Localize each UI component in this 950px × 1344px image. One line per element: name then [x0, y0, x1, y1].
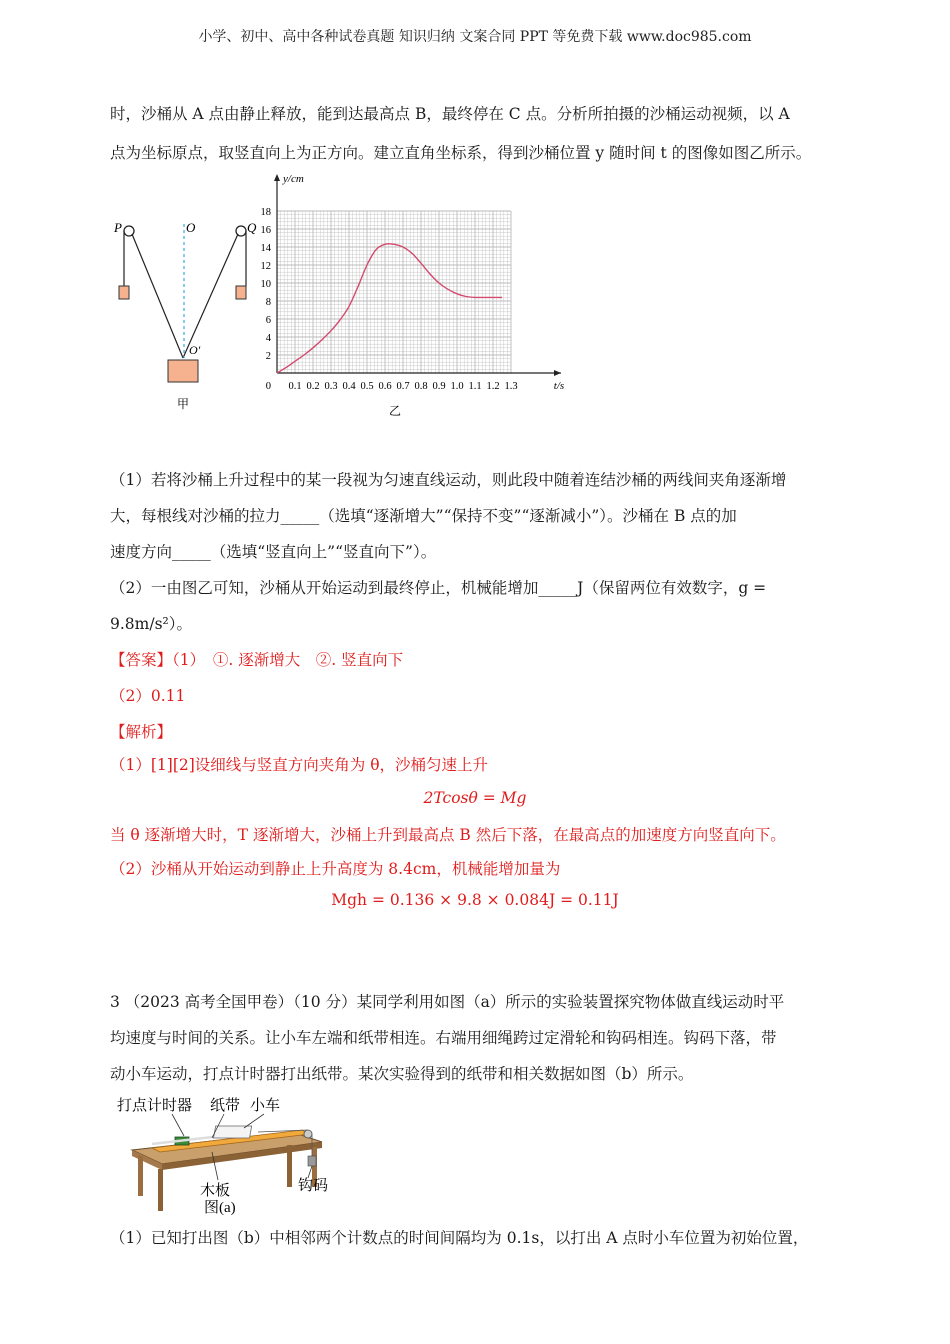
label-cart: 小车: [250, 1098, 281, 1114]
y-tick-label: 10: [260, 279, 271, 290]
x-tick-label: 0.1: [288, 381, 302, 392]
answer-line-1: 【答案】（1） ①. 逐渐增大 ②. 竖直向下: [110, 651, 404, 669]
figure-jia: [110, 212, 257, 412]
x-tick-label: 1.0: [450, 381, 464, 392]
analysis-formula-2: Mgh = 0.136 × 9.8 × 0.084J = 0.11J: [331, 891, 619, 909]
q2-line-2: 9.8m/s²）。: [110, 615, 192, 633]
q2-line-1: （2）一由图乙可知，沙桶从开始运动到最终停止，机械能增加_____J（保留两位有效数字，g =: [110, 579, 767, 597]
y-tick-label: 18: [260, 207, 271, 218]
label-o: O: [186, 220, 196, 235]
x-tick-label: 1.3: [504, 381, 518, 392]
weight-left: [119, 286, 129, 299]
y-tick-label: 2: [265, 351, 271, 362]
q3-line-2: 均速度与时间的关系。让小车左端和纸带相连。右端用细绳跨过定滑轮和钩码相连。钩码下落，带: [110, 1029, 777, 1047]
q3-line-3: 动小车运动，打点计时器打出纸带。某次实验得到的纸带和相关数据如图（b）所示。: [110, 1065, 694, 1083]
y-tick-label: 12: [260, 261, 271, 272]
pulley: [304, 1130, 312, 1138]
table-leg: [138, 1156, 143, 1196]
answer-line-2: （2）0.11: [110, 687, 186, 705]
x-tick-label: 0.9: [432, 381, 446, 392]
table-leg: [158, 1169, 163, 1211]
x-tick-label: 0.2: [306, 381, 320, 392]
x-tick-label: 0.8: [414, 381, 428, 392]
y-tick-label: 6: [265, 315, 271, 326]
caption-jia: 甲: [177, 397, 190, 411]
x-tick-label: 0.3: [324, 381, 338, 392]
x-tick-label: 0.6: [378, 381, 392, 392]
figure-a: [112, 1090, 352, 1215]
label-o-prime: O′: [189, 343, 201, 357]
y-tick-label: 4: [265, 333, 271, 344]
analysis-line-1: （1）[1][2]设细线与竖直方向夹角为 θ，沙桶匀速上升: [110, 756, 489, 774]
caption-yi: 乙: [388, 404, 402, 418]
label-q: Q: [247, 220, 257, 235]
analysis-formula-1: 2Tcosθ = Mg: [423, 789, 527, 807]
intro-line-2: 点为坐标原点，取竖直向上为正方向。建立直角坐标系，得到沙桶位置 y 随时间 t 的图像如图乙所示。: [110, 144, 812, 162]
x-tick-label: 0.5: [360, 381, 374, 392]
q1-line-3: 速度方向_____（选填“竖直向上”“竖直向下”）。: [110, 543, 437, 561]
hook-weight: [308, 1156, 316, 1166]
y-tick-label: 16: [260, 225, 271, 236]
analysis-title: 【解析】: [110, 723, 173, 741]
label-p: P: [114, 220, 122, 235]
chart-yi: [255, 168, 585, 418]
q1-line-1: （1）若将沙桶上升过程中的某一段视为匀速直线运动，则此段中随着连结沙桶的两线间夹角逐渐增: [110, 471, 787, 489]
label-tape: 纸带: [210, 1098, 241, 1114]
cart: [214, 1126, 252, 1138]
caption-a: 图(a): [204, 1200, 236, 1216]
analysis-line-3: （2）沙桶从开始运动到静止上升高度为 8.4cm，机械能增加量为: [110, 860, 561, 878]
x-tick-label: 1.1: [468, 381, 482, 392]
label-weight: 钩码: [298, 1178, 329, 1194]
x-axis-label: t/s: [553, 380, 565, 392]
x-axis-arrow: [554, 370, 561, 376]
x-tick-label: 1.2: [486, 381, 500, 392]
x-tick-label: 0.4: [342, 381, 356, 392]
x-tick-label: 0.7: [396, 381, 410, 392]
q3-line-1: 3 （2023 高考全国甲卷）（10 分）某同学利用如图（a）所示的实验装置探究物体做直线运动时平: [110, 993, 785, 1011]
q1-line-2: 大，每根线对沙桶的拉力_____（选填“逐渐增大”“保持不变”“逐渐减小”）。沙桶在 B 点的加: [110, 507, 737, 525]
y-axis-label: y/cm: [283, 173, 304, 185]
intro-line-1: 时，沙桶从 A 点由静止释放，能到达最高点 B，最终停在 C 点。分析所拍摄的沙桶运动视频，以 A: [110, 105, 790, 123]
page-header: 小学、初中、高中各种试卷真题 知识归纳 文案合同 PPT 等免费下载 www.doc985.com: [198, 29, 752, 45]
y-tick-label: 14: [260, 243, 271, 254]
label-timer: 打点计时器: [117, 1098, 193, 1114]
weight-right: [236, 286, 246, 299]
y-tick-label: 8: [265, 297, 271, 308]
table-leg: [287, 1145, 292, 1187]
q3-sub1: （1）已知打出图（b）中相邻两个计数点的时间间隔均为 0.1s，以打出 A 点时小车位置为初始位置，: [110, 1229, 809, 1247]
sand-bucket: [168, 360, 198, 382]
analysis-line-2: 当 θ 逐渐增大时，T 逐渐增大，沙桶上升到最高点 B 然后下落，在最高点的加速度方向竖直向下。: [110, 826, 786, 844]
origin-label: 0: [265, 381, 271, 392]
label-board: 木板: [200, 1183, 231, 1199]
y-axis-arrow: [274, 174, 280, 181]
